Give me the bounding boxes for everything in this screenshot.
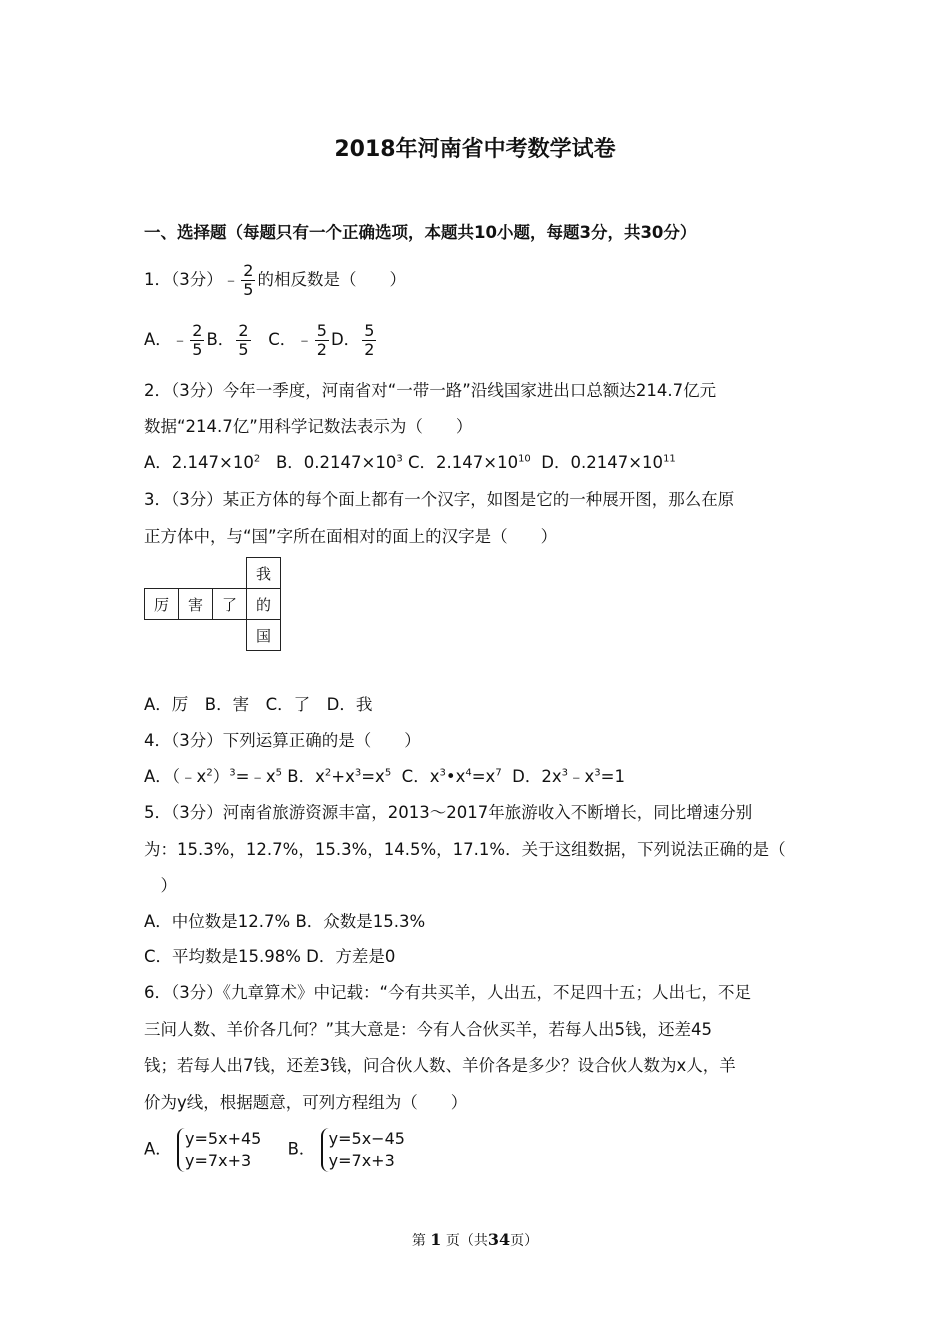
q1-option-a-label: A．﹣ [144,330,189,349]
net-cell-bottom: 国 [247,620,281,651]
question-1-options [144,322,378,359]
q6-option-a-system: y=5x+45 y=7x+3 [177,1128,261,1172]
net-cell: 的 [247,589,281,620]
question-4-options: A．$(﹣x^2)^3=﹣x^5$ B．$x^2+x^3=x^5$ C．$x^3•x^4=x^7$ D．$2x^3﹣x^3=1$ [144,767,625,786]
q1-option-c-fraction: $\frac{5}{2}$ [316,321,327,359]
page-title: 2018年河南省中考数学试卷 [334,137,616,162]
cube-net-figure [144,557,281,651]
page-footer: 第 1 页（共34页） [411,1230,539,1249]
question-2-options: A．$2.147\times 10^2$ B．$0.2147\times 10^3$ C．$2.147\times 10^{10}$ D．$0.2147\times 10^{11}$ [144,453,676,472]
total-pages: 34 [487,1230,511,1249]
question-5-options-2: C．平均数是15.98% D．方差是0 [144,947,396,966]
question-5-line-3: ） [144,876,177,895]
question-5-line-1: 5．（3分）河南省旅游资源丰富，2013～2017年旅游收入不断增长，同比增速分别 [144,803,753,822]
question-6-options [144,1128,405,1172]
question-5-options-1: A．中位数是12.7% B．众数是15.3% [144,912,426,931]
question-6-line-1: 6．（3分）《九章算术》中记载：“今有共买羊，人出五，不足四十五；人出七，不足 [144,983,752,1002]
page-number: 1 [430,1230,442,1249]
net-cell-top: 我 [247,558,281,589]
section-heading: 一、选择题（每题只有一个正确选项，本题共10小题，每题3分，共30分） [144,223,697,242]
net-cell: 了 [213,589,247,620]
q6-option-b-label: B． [287,1139,316,1159]
net-cell: 害 [179,589,213,620]
q1-option-c-label: C．﹣ [268,330,313,349]
question-3-options: A．厉 B．害 C．了 D．我 [144,695,373,714]
q1-option-a-fraction: $\frac{2}{5}$ [192,321,203,359]
q1-stem-suffix: 的相反数是（ ） [257,270,406,289]
question-4-stem: 4．（3分）下列运算正确的是（ ） [144,731,421,750]
question-2-line-1: 2．（3分）今年一季度，河南省对“一带一路”沿线国家进出口总额达214.7亿元 [144,381,717,400]
question-2-line-2: 数据“214.7亿”用科学记数法表示为（ ） [144,417,473,436]
q1-option-d-fraction: $\frac{5}{2}$ [364,321,375,359]
question-3-line-2: 正方体中，与“国”字所在面相对的面上的汉字是（ ） [144,527,558,546]
q1-fraction: $\frac{2}{5}$ [243,261,254,299]
question-5-line-2: 为：15.3%，12.7%，15.3%，14.5%，17.1%．关于这组数据，下列说法正确的是（ [144,840,786,859]
q1-option-d-label: D． [330,330,361,349]
question-6-line-4: 价为y线，根据题意，可列方程组为（ ） [144,1093,468,1112]
q1-stem-prefix: 1．（3分）﹣ [144,270,240,289]
net-cell: 厉 [145,589,179,620]
question-3-line-1: 3．（3分）某正方体的每个面上都有一个汉字，如图是它的一种展开图，那么在原 [144,490,735,509]
question-6-line-2: 三问人数、羊价各几何？”其大意是：今有人合伙买羊，若每人出5钱，还差45 [144,1020,713,1039]
q6-option-b-system: y=5x−45 y=7x+3 [321,1128,405,1172]
q1-option-b-fraction: $\frac{2}{5}$ [238,321,249,359]
q1-option-b-label: B． [206,330,235,349]
question-6-line-3: 钱；若每人出7钱，还差3钱，问合伙人数、羊价各是多少？设合伙人数为x人，羊 [144,1056,736,1075]
question-1 [144,262,406,299]
q6-option-a-label: A． [144,1139,172,1159]
